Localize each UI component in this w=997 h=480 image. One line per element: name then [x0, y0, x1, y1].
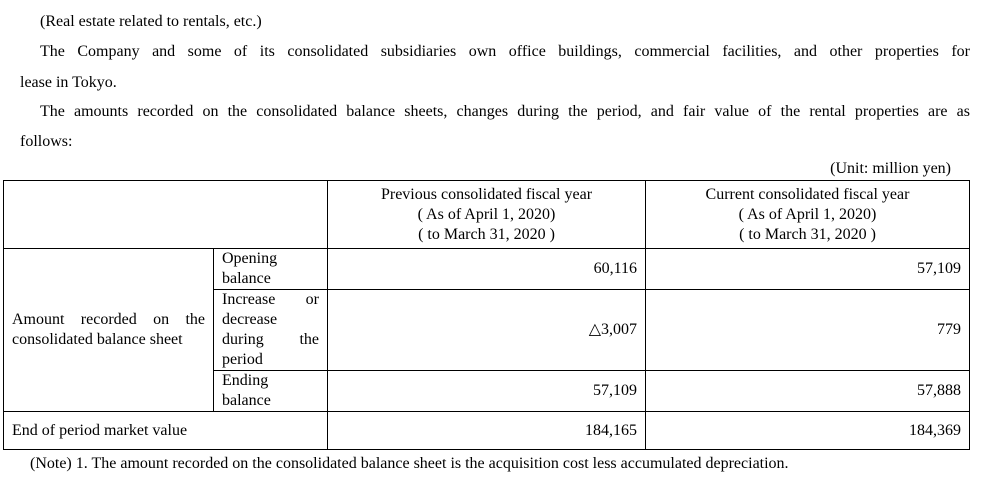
- opening-balance-previous: 60,116: [328, 249, 646, 290]
- header-previous-year: [328, 181, 646, 249]
- market-value-label: End of period market value: [4, 412, 328, 450]
- opening-balance-current: 57,109: [646, 249, 970, 290]
- previous-year-from: ( As of April 1, 2020): [417, 205, 556, 223]
- market-value-current: 184,369: [646, 412, 970, 450]
- table-row: [4, 412, 970, 450]
- row-label: Ending balance: [214, 371, 328, 412]
- change-current: 779: [646, 290, 970, 371]
- current-year-to: ( to March 31, 2020 ): [739, 225, 876, 243]
- current-year-from: ( As of April 1, 2020): [738, 205, 877, 223]
- previous-year-to: ( to March 31, 2020 ): [418, 225, 555, 243]
- change-previous: △3,007: [328, 290, 646, 371]
- ending-balance-current: 57,888: [646, 371, 970, 412]
- table-header-row: [4, 181, 970, 249]
- rental-property-table: [3, 180, 970, 450]
- header-current-year: [646, 181, 970, 249]
- footnote: (Note) 1. The amount recorded on the consolidated balance sheet is the acquisition cost less accumulated depreciation.: [30, 455, 789, 472]
- header-blank-cell: [4, 181, 328, 249]
- row-label: Increase or decrease during the period: [214, 290, 328, 371]
- row-label: Opening balance: [214, 249, 328, 290]
- previous-year-title: Previous consolidated fiscal year: [380, 185, 593, 203]
- section-heading: (Real estate related to rentals, etc.): [40, 13, 262, 30]
- paragraph-2-line-1: The amounts recorded on the consolidated balance sheets, changes during the period, and fair value of the rental properties are as: [40, 103, 970, 120]
- paragraph-1-line-2: lease in Tokyo.: [20, 74, 117, 91]
- current-year-title: Current consolidated fiscal year: [705, 185, 910, 203]
- unit-label: (Unit: million yen): [830, 160, 951, 177]
- balance-sheet-group-label: Amount recorded on the consolidated balance sheet: [4, 249, 214, 412]
- paragraph-1-line-1: The Company and some of its consolidated subsidiaries own office buildings, commercial facilities, and other properties for: [40, 43, 970, 60]
- paragraph-2-line-2: follows:: [20, 133, 73, 150]
- ending-balance-previous: 57,109: [328, 371, 646, 412]
- market-value-previous: 184,165: [328, 412, 646, 450]
- table-row: [4, 249, 970, 290]
